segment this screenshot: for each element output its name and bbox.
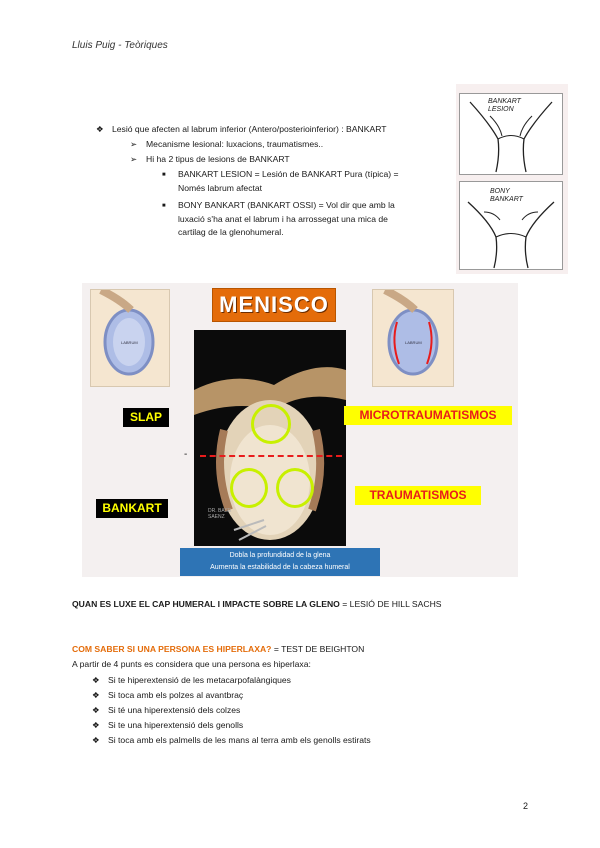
beighton-list xyxy=(92,674,371,749)
diamond-bullet-icon: ❖ xyxy=(92,675,100,685)
bankart-main-bullet: ❖ Lesió que afecten al labrum inferior (Antero/posterioinferior) : BANKART xyxy=(96,124,387,134)
slap-label: SLAP xyxy=(123,408,169,427)
microtraumatismos-label: MICROTRAUMATISMOS xyxy=(344,406,512,425)
hill-sachs-line: QUAN ES LUXE EL CAP HUMERAL I IMPACTE SOBRE LA GLENO = LESIÓ DE HILL SACHS xyxy=(72,599,442,609)
menisco-slide xyxy=(82,283,518,577)
diamond-bullet-icon: ❖ xyxy=(96,124,104,134)
list-item: ❖ Si toca amb els palmells de les mans al terra amb els genolls estirats xyxy=(92,735,371,745)
photo-credit: DR. BASE SAENZ xyxy=(208,508,232,520)
diamond-bullet-icon: ❖ xyxy=(92,720,100,730)
beighton-intro: A partir de 4 punts es considera que una persona es hiperlaxa: xyxy=(72,659,311,669)
arrow-bullet-icon: ➢ xyxy=(130,154,138,164)
diamond-bullet-icon: ❖ xyxy=(92,690,100,700)
shoulder-photo xyxy=(194,330,346,546)
bankart-item-2: ■ BONY BANKART (BANKART OSSI) = Vol dir que amb la luxació s'ha anat el labrum i ha arrossegat una mica de cartilag de la glenohumeral. xyxy=(162,200,395,237)
list-item: ❖ Si toca amb els polzes al avantbraç xyxy=(92,690,244,700)
bankart-ring-right xyxy=(276,468,314,508)
slap-ring xyxy=(251,404,291,444)
beighton-heading: COM SABER SI UNA PERSONA ES HIPERLAXA? = TEST DE BEIGHTON xyxy=(72,644,365,654)
arrow-bullet-icon: ➢ xyxy=(130,139,138,149)
list-item: ❖ Si te una hiperextensió dels genolls xyxy=(92,720,244,730)
bankart-ring-left xyxy=(230,468,268,508)
square-bullet-icon: ■ xyxy=(162,203,166,209)
slide-caption: Dobla la profundidad de la glena Aumenta la estabilidad de la cabeza humeral xyxy=(180,548,380,576)
bankart-lesion-sketch xyxy=(459,93,563,175)
dash-mark: - xyxy=(184,449,188,460)
page-number: 2 xyxy=(522,801,528,811)
list-item: ❖ Si te hiperextensió de les metacarpofalàngiques xyxy=(92,675,291,685)
bankart-item-1: ■ BANKART LESION = Lesión de BANKART Pura (típica) = Només labrum afectat xyxy=(162,169,399,193)
bankart-label: BANKART xyxy=(96,499,168,518)
list-item: ❖ Si té una hiperextensió dels colzes xyxy=(92,705,241,715)
sketch-bottom-label: BONY BANKART xyxy=(490,188,523,203)
left-glenoid-image: LABRUM xyxy=(90,289,170,387)
diamond-bullet-icon: ❖ xyxy=(92,705,100,715)
equator-dashed-line xyxy=(200,455,342,457)
slide-title: MENISCO xyxy=(212,288,336,322)
right-glenoid-image: LABRUM xyxy=(372,289,454,387)
diamond-bullet-icon: ❖ xyxy=(92,735,100,745)
bankart-sub-1: ➢ Mecanisme lesional: luxacions, traumatismes.. xyxy=(130,139,324,149)
traumatismos-label: TRAUMATISMOS xyxy=(355,486,481,505)
page-header: Lluis Puig - Teòriques xyxy=(72,40,168,51)
bankart-sub-2: ➢ Hi ha 2 tipus de lesions de BANKART xyxy=(130,154,290,164)
square-bullet-icon: ■ xyxy=(162,172,166,178)
bony-bankart-sketch xyxy=(459,181,563,270)
sketch-top-label: BANKART LESION xyxy=(488,98,521,113)
